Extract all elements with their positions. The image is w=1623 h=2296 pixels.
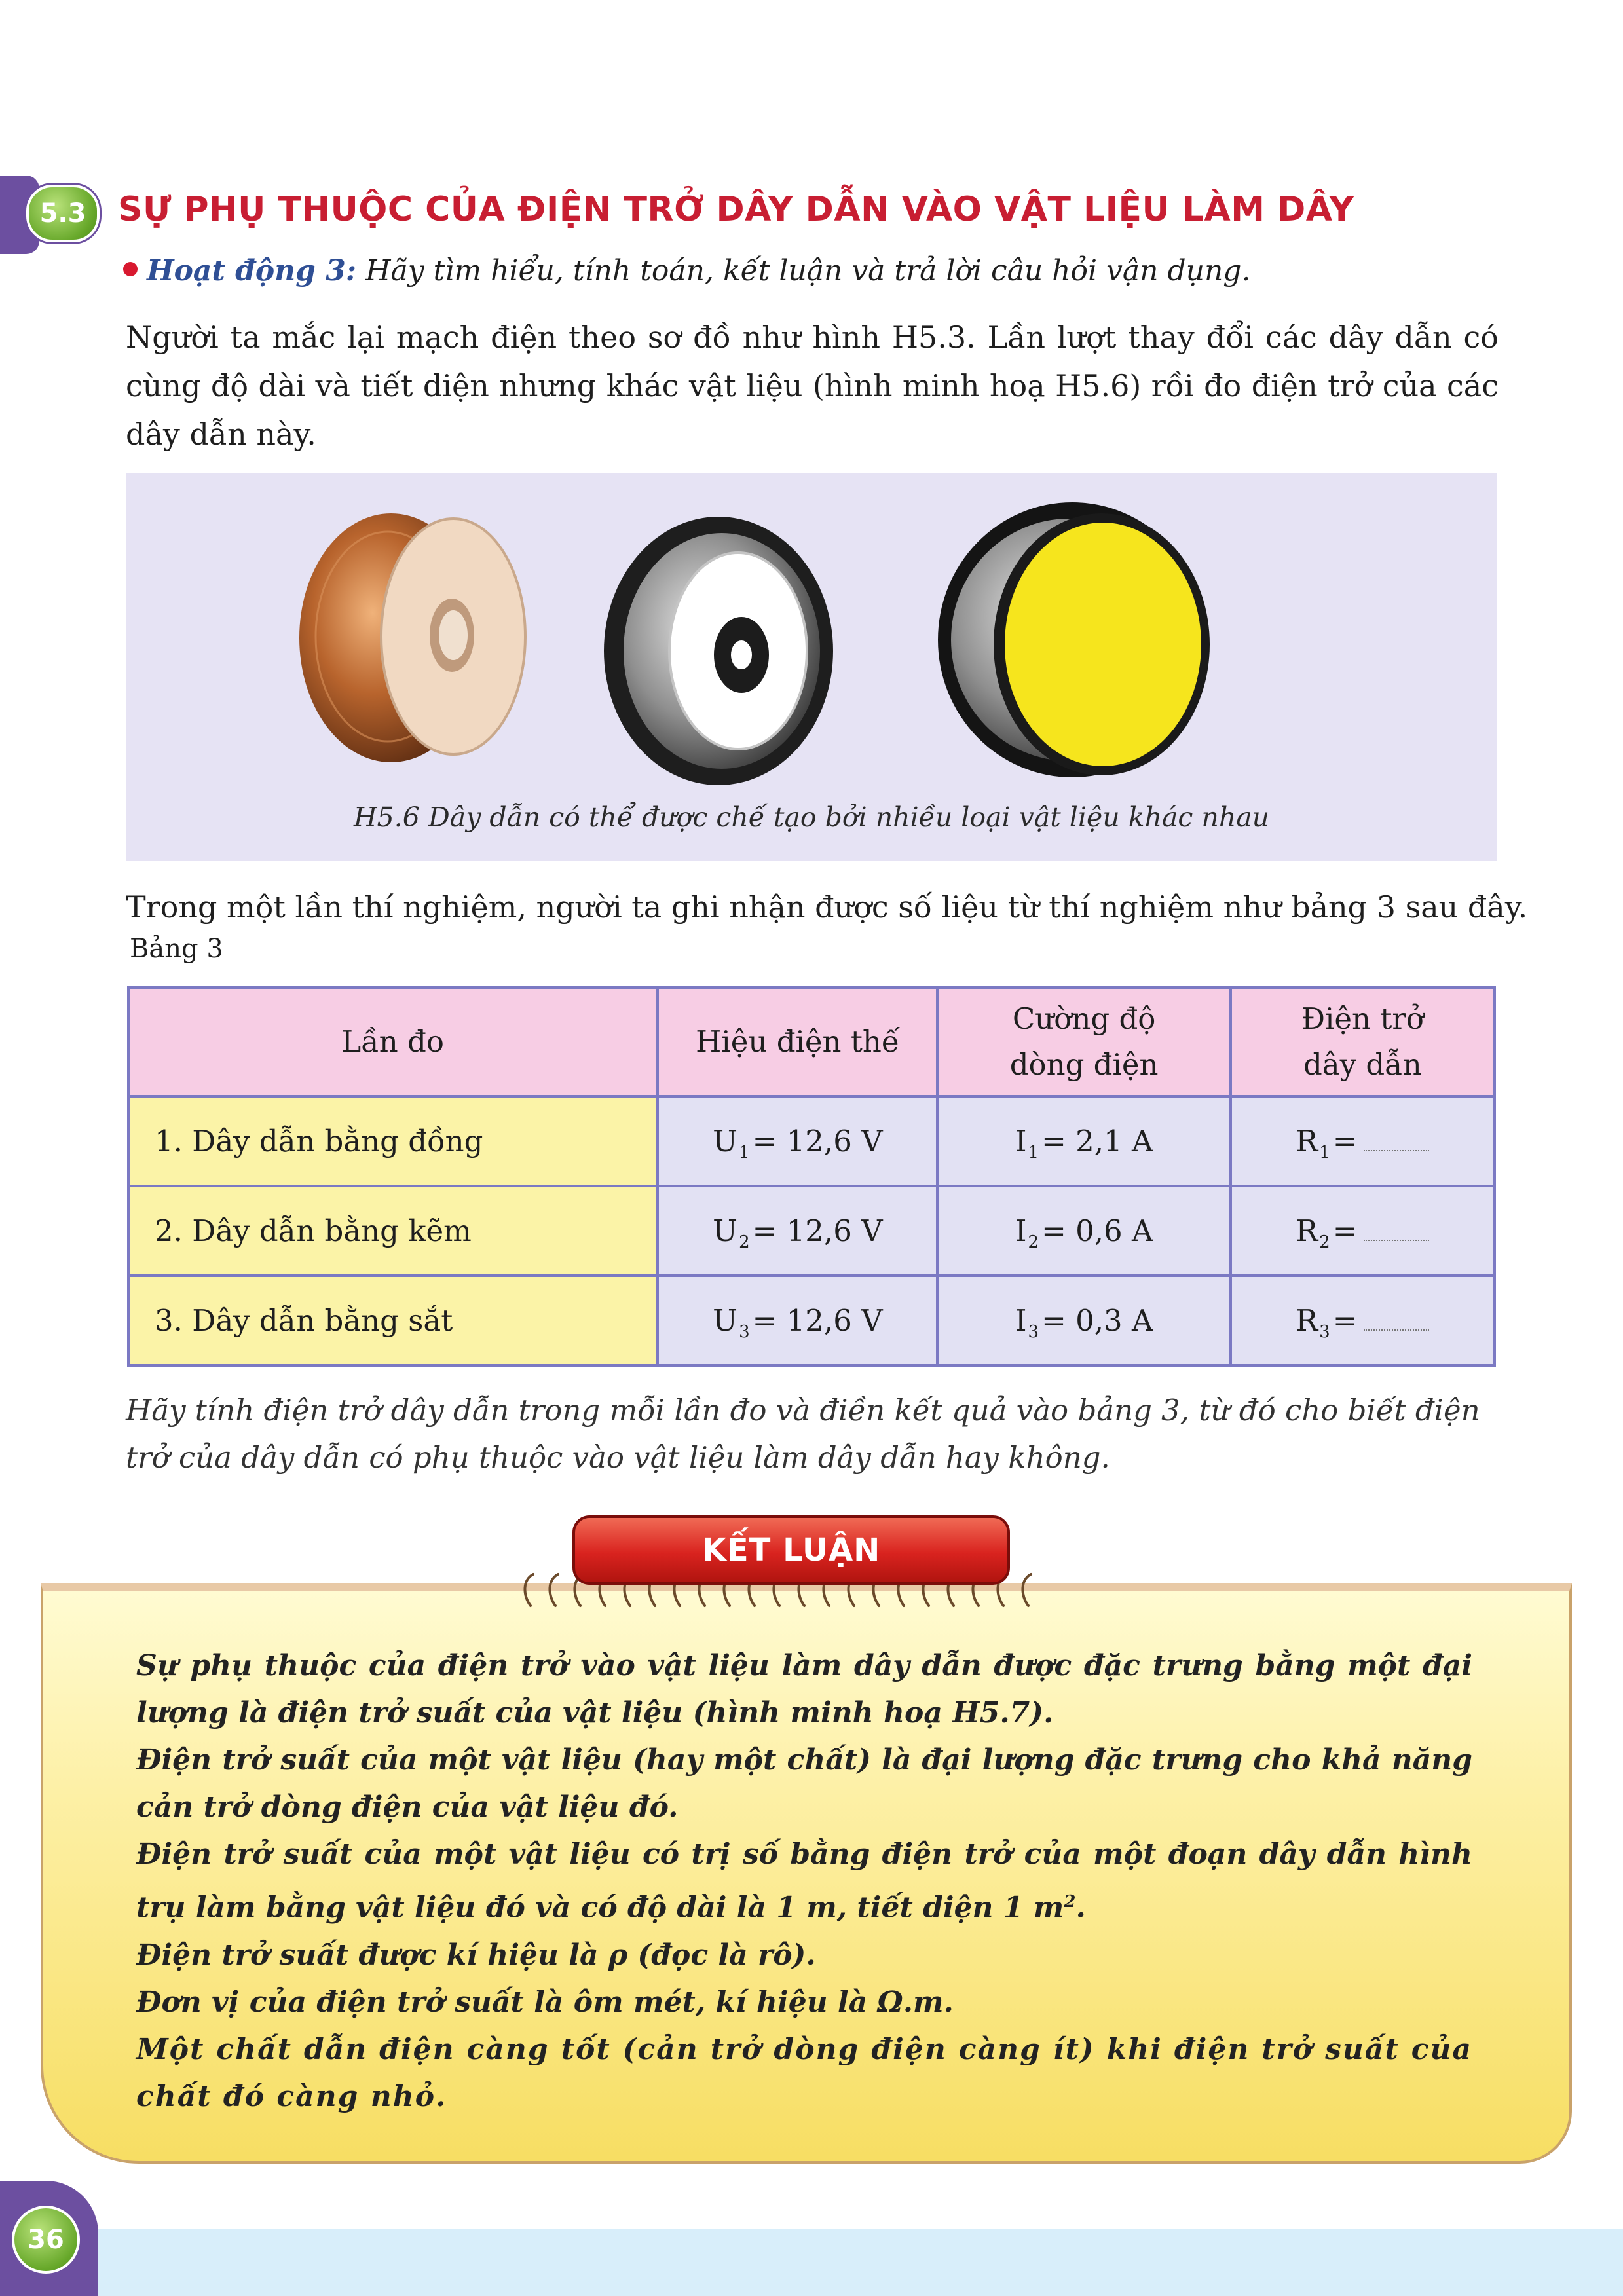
data-table: [127, 986, 1496, 1367]
iron-spool-icon: [938, 502, 1210, 777]
copper-spool-icon: [299, 513, 525, 762]
intro-paragraph: Người ta mắc lại mạch điện theo sơ đồ như hình H5.3. Lần lượt thay đổi các dây dẫn có cùng độ dài và tiết diện nhưng khác vật liệu (hình minh hoạ H5.6) rồi đo điện trở của các dây dẫn này.: [126, 320, 1499, 452]
answer-blank: [1364, 1134, 1429, 1151]
conclusion-line: Đơn vị của điện trở suất là ôm mét, kí hiệu là Ω.m.: [136, 1985, 954, 2019]
answer-blank: [1364, 1224, 1429, 1241]
row-label: 1. Dây dẫn bằng đồng: [128, 1096, 658, 1186]
table-label: Bảng 3: [130, 934, 223, 964]
header-resistance: Điện trở dây dẫn: [1231, 988, 1495, 1096]
section-title: SỰ PHỤ THUỘC CỦA ĐIỆN TRỞ DÂY DẪN VÀO VẬT LIỆU LÀM DÂY: [118, 190, 1354, 229]
conclusion-text: [136, 1642, 1472, 2120]
figure-caption: H5.6 Dây dẫn có thể được chế tạo bởi nhiều loại vật liệu khác nhau: [353, 802, 1270, 833]
resistance-cell: $R_2=$: [1231, 1186, 1495, 1276]
table-row: [128, 1276, 1495, 1365]
voltage-cell: $U_1= 12,6$ V: [658, 1096, 937, 1186]
resistance-cell: $R_1=$: [1231, 1096, 1495, 1186]
header-measurement: Lần đo: [128, 988, 658, 1096]
bullet-icon: [123, 262, 138, 276]
row-label: 2. Dây dẫn bằng kẽm: [128, 1186, 658, 1276]
header-current: Cường độ dòng điện: [937, 988, 1230, 1096]
current-cell: $I_1= 2,1$ A: [937, 1096, 1230, 1186]
voltage-cell: $U_3= 12,6$ V: [658, 1276, 937, 1365]
section-number-badge: 5.3: [26, 185, 100, 242]
answer-blank: [1364, 1314, 1429, 1331]
instruction-text: Hãy tính điện trở dây dẫn trong mỗi lần đo và điền kết quả vào bảng 3, từ đó cho biết điện trở của dây dẫn có phụ thuộc vào vật liệu làm dây dẫn hay không.: [126, 1393, 1480, 1475]
table-header-row: [128, 988, 1495, 1096]
header-voltage: Hiệu điện thế: [658, 988, 937, 1096]
resistance-cell: $R_3=$: [1231, 1276, 1495, 1365]
conclusion-line: Điện trở suất của một vật liệu có trị số bằng điện trở của một đoạn dây dẫn hình trụ làm bằng vật liệu đó và có độ dài là 1 m, tiết diện 1 $m^2$.: [136, 1838, 1472, 1925]
activity-label: Hoạt động 3:: [147, 254, 357, 287]
row-label: 3. Dây dẫn bằng sắt: [128, 1276, 658, 1365]
conclusion-line: Một chất dẫn điện càng tốt (cản trở dòng điện càng ít) khi điện trở suất của chất đó càng nhỏ.: [136, 2032, 1472, 2113]
conclusion-line: Điện trở suất được kí hiệu là ρ (đọc là rô).: [136, 1938, 816, 1972]
table-intro: Trong một lần thí nghiệm, người ta ghi nhận được số liệu từ thí nghiệm như bảng 3 sau đây.: [126, 889, 1528, 925]
zinc-spool-icon: [604, 517, 833, 785]
page-number: 36: [12, 2206, 80, 2274]
voltage-cell: $U_2= 12,6$ V: [658, 1186, 937, 1276]
conclusion-line: Điện trở suất của một vật liệu (hay một chất) là đại lượng đặc trưng cho khả năng cản trở dòng điện của vật liệu đó.: [136, 1743, 1472, 1824]
conclusion-title-button: KẾT LUẬN: [572, 1515, 1010, 1585]
conclusion-line: Sự phụ thuộc của điện trở vào vật liệu làm dây dẫn được đặc trưng bằng một đại lượng là điện trở suất của vật liệu (hình minh hoạ H5.7).: [136, 1649, 1472, 1730]
current-cell: $I_3= 0,3$ A: [937, 1276, 1230, 1365]
table-row: [128, 1096, 1495, 1186]
activity-line: [123, 254, 1250, 287]
current-cell: $I_2= 0,6$ A: [937, 1186, 1230, 1276]
table-row: [128, 1186, 1495, 1276]
activity-text: Hãy tìm hiểu, tính toán, kết luận và trả lời câu hỏi vận dụng.: [365, 254, 1251, 287]
footer-bar: [92, 2229, 1623, 2296]
